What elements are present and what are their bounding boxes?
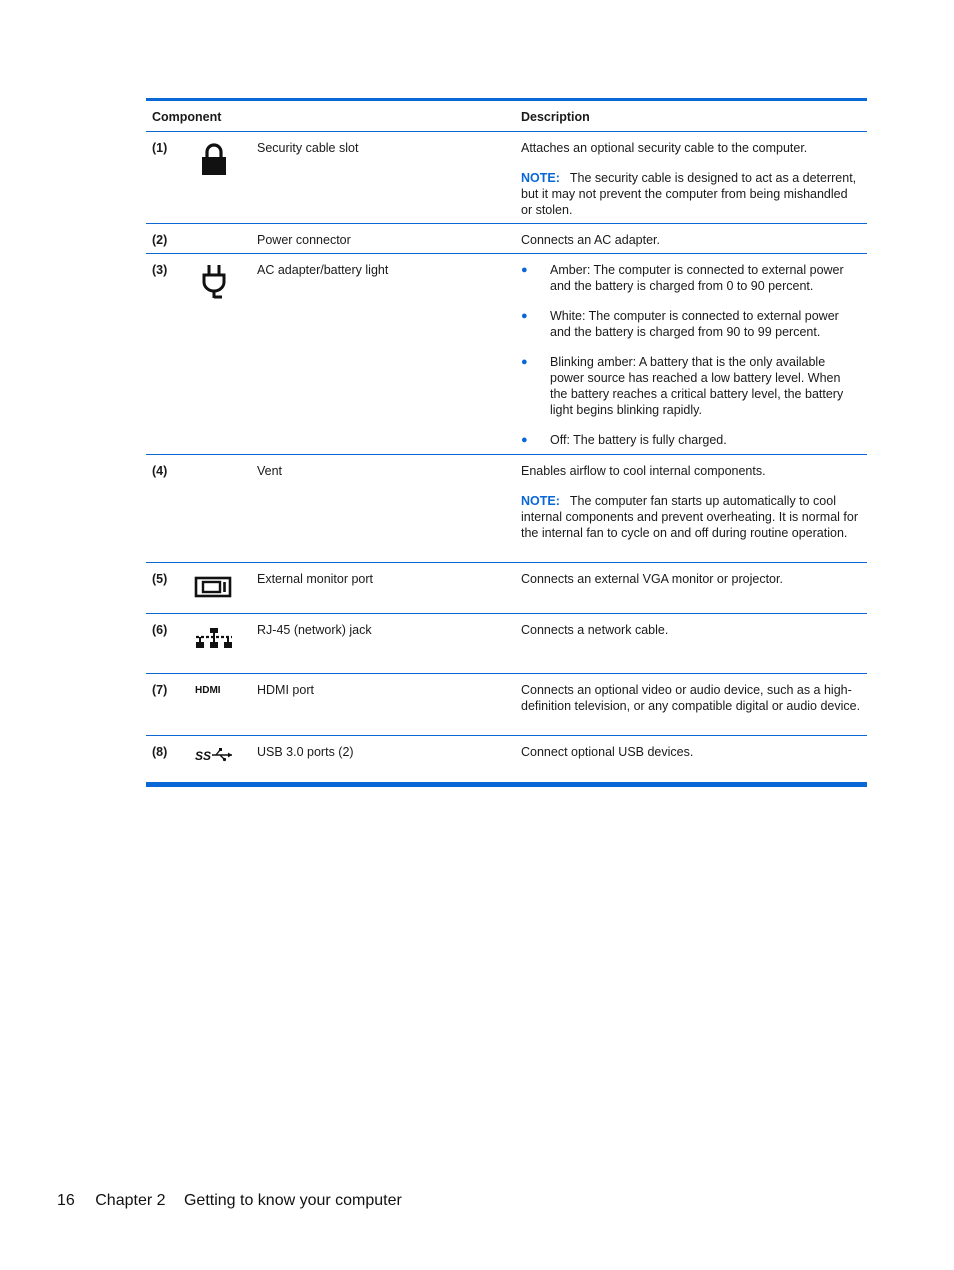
light-status-list (521, 262, 861, 448)
header-description: Description (521, 110, 590, 124)
component-description (521, 140, 861, 232)
component-name: RJ-45 (network) jack (257, 623, 372, 637)
component-description (521, 744, 861, 774)
row-number: (7) (152, 683, 168, 697)
description-text: Connect optional USB devices. (521, 745, 694, 759)
list-item: ● White: The computer is connected to external power and the battery is charged from 90 to 99 percent. (521, 308, 861, 340)
component-name: External monitor port (257, 572, 374, 586)
components-table (146, 98, 867, 787)
row-number: (3) (152, 263, 168, 277)
page-number: 16 (57, 1192, 75, 1209)
table-row (146, 736, 867, 783)
component-description (521, 622, 861, 652)
note (521, 493, 861, 541)
table-row (146, 455, 867, 563)
note-label: NOTE: (521, 494, 560, 508)
table-bottom-rule (146, 783, 867, 787)
hdmi-icon (194, 682, 234, 722)
row-number: (4) (152, 464, 168, 478)
component-name: Power connector (257, 233, 351, 247)
table-row (146, 224, 867, 254)
component-name: AC adapter/battery light (257, 263, 389, 277)
usb-superspeed-icon (194, 744, 234, 784)
description-text: Enables airflow to cool internal components. (521, 464, 766, 478)
page-footer (57, 1192, 402, 1210)
description-text: Connects an external VGA monitor or projector. (521, 572, 783, 586)
list-item: ● Amber: The computer is connected to external power and the battery is charged from 0 to 90 percent. (521, 262, 861, 294)
component-description (521, 571, 861, 601)
description-text: Attaches an optional security cable to the computer. (521, 141, 808, 155)
component-description (521, 682, 861, 728)
table-row (146, 132, 867, 224)
component-name: USB 3.0 ports (2) (257, 745, 354, 759)
row-number: (1) (152, 141, 168, 155)
table-row (146, 674, 867, 736)
row-number: (8) (152, 745, 168, 759)
chapter-title: Getting to know your computer (183, 1192, 402, 1209)
row-number: (2) (152, 233, 168, 247)
component-description (521, 262, 861, 462)
chapter-label: Chapter 2 (95, 1192, 166, 1209)
list-item: ● Off: The battery is fully charged. (521, 432, 861, 448)
lock-icon (194, 140, 234, 180)
hdmi-icon-text: HDMI (195, 685, 221, 696)
external-monitor-icon (194, 571, 234, 611)
row-number: (6) (152, 623, 168, 637)
power-plug-icon (194, 262, 234, 302)
table-row (146, 614, 867, 674)
table-row (146, 254, 867, 455)
component-description (521, 463, 861, 555)
usb-ss-text: SS (195, 749, 212, 763)
network-jack-icon (194, 622, 234, 662)
component-name: Vent (257, 464, 283, 478)
header-component: Component (152, 110, 222, 124)
component-name: Security cable slot (257, 141, 359, 155)
note-text: The computer fan starts up automatically to cool internal components and prevent overheating. It is normal for the internal fan to cycle on and off during routine operation. (521, 494, 858, 540)
description-text: Connects an optional video or audio device, such as a high-definition television, or any compatible digital or audio device. (521, 683, 861, 713)
note-text: The security cable is designed to act as a deterrent, but it may not prevent the computer from being mishandled or stolen. (521, 171, 857, 217)
component-name: HDMI port (257, 683, 314, 697)
description-text: Connects an AC adapter. (521, 233, 660, 247)
note (521, 170, 861, 218)
table-row (146, 563, 867, 614)
list-item: ● Blinking amber: A battery that is the only available power source has reached a low battery level. When the battery reaches a critical battery level, the battery light begins blinking rapidly. (521, 354, 861, 418)
row-number: (5) (152, 572, 168, 586)
table-header-row (146, 101, 867, 132)
note-label: NOTE: (521, 171, 560, 185)
description-text: Connects a network cable. (521, 623, 669, 637)
